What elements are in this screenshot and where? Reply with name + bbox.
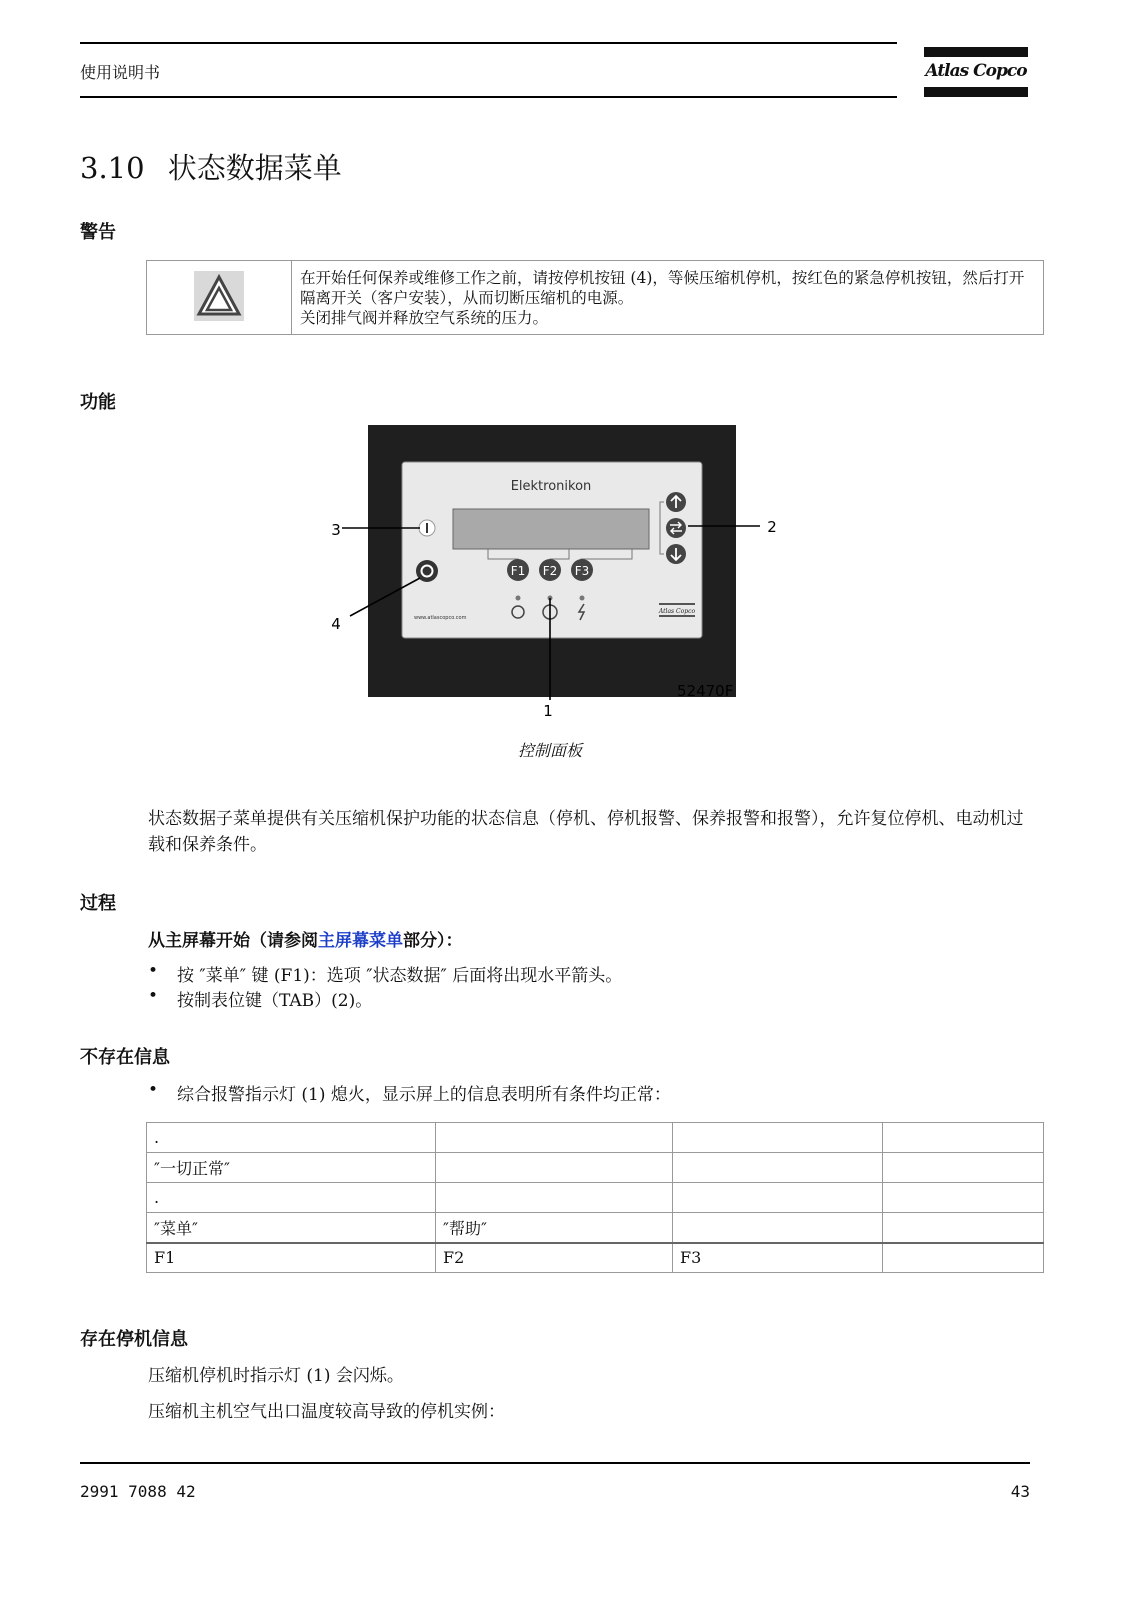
display-row-3 [147, 1183, 1044, 1213]
cell: F3 [673, 1243, 883, 1273]
main-screen-menu-link[interactable]: 主屏幕菜单 [318, 931, 403, 951]
warning-icon-cell [147, 261, 292, 335]
figure-caption: 控制面板 [518, 741, 583, 760]
shutdown-heading: 存在停机信息 [80, 1329, 188, 1350]
procedure-intro-suffix: 部分）： [403, 931, 463, 951]
shutdown-line-2: 压缩机主机空气出口温度较高导致的停机实例： [148, 1402, 505, 1422]
procedure-intro-prefix: 从主屏幕开始（请参阅 [148, 931, 318, 951]
cell: F2 [436, 1243, 673, 1273]
cell [673, 1123, 883, 1153]
cell: . [147, 1183, 436, 1213]
cell [673, 1153, 883, 1183]
warning-triangle-icon [194, 271, 244, 321]
panel-brand: Elektronikon [510, 479, 592, 494]
cell [883, 1243, 1044, 1273]
warning-text-cell [292, 261, 1044, 335]
function-heading: 功能 [80, 392, 116, 413]
cell [883, 1123, 1044, 1153]
doc-title: 使用说明书 [80, 63, 161, 82]
f3-key-label: F3 [574, 564, 590, 578]
callout-4: 4 [331, 615, 341, 633]
cell: . [147, 1123, 436, 1153]
header-top-rule [80, 42, 897, 44]
cell: ″一切正常″ [147, 1153, 436, 1183]
cell [673, 1183, 883, 1213]
cell: F1 [147, 1243, 436, 1273]
tab-key-icon [666, 518, 686, 538]
brand-logo [924, 47, 1028, 99]
procedure-step-1: • 按 ″菜单″ 键 (F1)：选项 ″状态数据″ 后面将出现水平箭头。 [148, 961, 622, 986]
function-description: 状态数据子菜单提供有关压缩机保护功能的状态信息（停机、停机报警、保养报警和报警），允许复位停机、电动机过载和保养条件。 [148, 809, 1024, 855]
cell [883, 1213, 1044, 1243]
f1-key-label: F1 [510, 564, 526, 578]
shutdown-line-1: 压缩机停机时指示灯 (1) 会闪烁。 [148, 1366, 404, 1386]
page-number: 43 [1010, 1482, 1030, 1501]
cell [673, 1213, 883, 1243]
procedure-heading: 过程 [80, 893, 116, 914]
cell: ″菜单″ [147, 1213, 436, 1243]
cell [436, 1123, 673, 1153]
f2-key-label: F2 [542, 564, 558, 578]
panel-display [453, 509, 649, 549]
warning-text-1: 在开始任何保养或维修工作之前，请按停机按钮 (4)，等候压缩机停机，按红色的紧急停机按钮，然后打开隔离开关（客户安装），从而切断压缩机的电源。 [300, 268, 1025, 307]
panel-website: www.atlascopco.com [414, 615, 467, 621]
footer-rule [80, 1462, 1030, 1464]
display-row-4 [147, 1213, 1044, 1243]
section-number: 3.10 [80, 151, 145, 185]
cell [883, 1153, 1044, 1183]
callout-2: 2 [767, 518, 777, 536]
no-message-bullet: • 综合报警指示灯 (1) 熄火，显示屏上的信息表明所有条件均正常： [148, 1080, 671, 1105]
callout-1: 1 [543, 702, 553, 720]
no-message-heading: 不存在信息 [80, 1047, 170, 1068]
figure-code: 52470F [677, 682, 734, 700]
cell: ″帮助″ [436, 1213, 673, 1243]
brand-logo-text: Atlas Copco [925, 61, 1027, 81]
procedure-step-2: • 按制表位键（TAB）(2)。 [148, 986, 372, 1011]
cell [436, 1183, 673, 1213]
doc-number: 2991 7088 42 [80, 1482, 196, 1501]
warning-table [146, 260, 1044, 335]
section-title-text: 状态数据菜单 [167, 151, 342, 185]
cell [436, 1153, 673, 1183]
procedure-intro [148, 926, 463, 951]
cell [883, 1183, 1044, 1213]
header-bottom-rule [80, 96, 897, 98]
display-table [146, 1122, 1044, 1273]
display-row-2 [147, 1153, 1044, 1183]
section-title [80, 146, 342, 187]
control-panel-figure [320, 420, 790, 725]
callout-3: 3 [331, 521, 341, 539]
warning-heading: 警告 [80, 222, 116, 243]
display-row-1 [147, 1123, 1044, 1153]
warning-text-2: 关闭排气阀并释放空气系统的压力。 [300, 308, 549, 327]
display-row-5 [147, 1243, 1044, 1273]
panel-logo: Atlas Copco [658, 608, 696, 615]
